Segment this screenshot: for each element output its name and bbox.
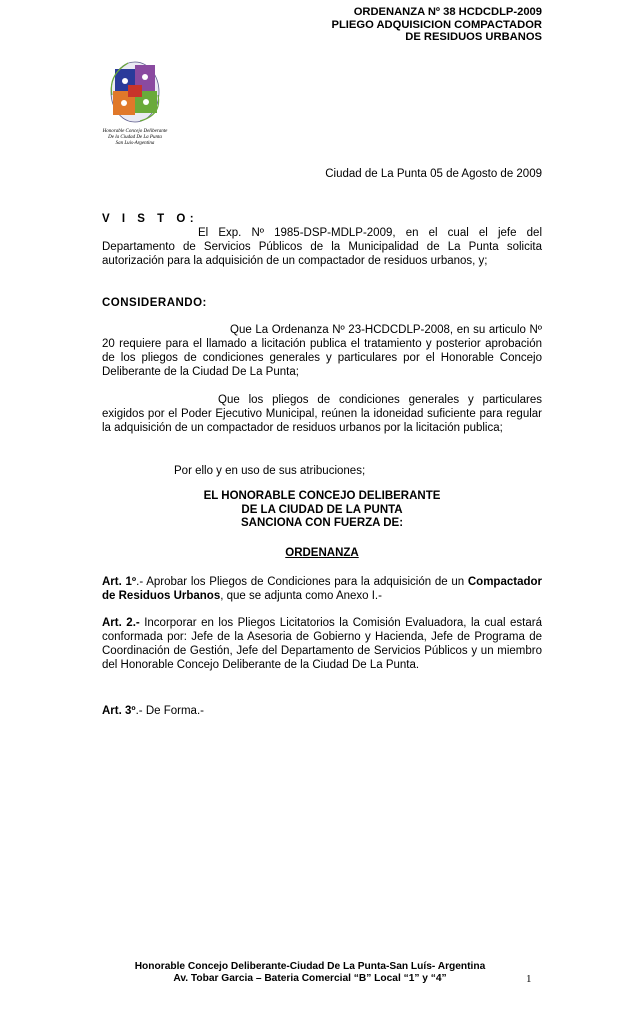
sanciona-block	[102, 490, 542, 531]
considerando-paragraph-1: Que La Ordenanza Nº 23-HCDCDLP-2008, en su articulo Nº 20 requiere para el llamado a licitación publica el tratamiento y posterior aprobación de los pliegos de condiciones generales y particulares por el Honorable Concejo Deliberante de la Ciudad De La Punta;	[102, 324, 542, 378]
document-footer	[60, 961, 560, 985]
footer-line-2: Av. Tobar Garcia – Bateria Comercial “B” Local “1” y “4”	[173, 973, 447, 984]
sanciona-line-1: EL HONORABLE CONCEJO DELIBERANTE	[203, 490, 441, 502]
document-header	[332, 6, 543, 44]
visto-section	[102, 212, 542, 268]
article-1-text-b: , que se adjunta como Anexo I.-	[220, 590, 382, 602]
considerando-section	[102, 296, 542, 310]
article-3-text: .- De Forma.-	[135, 705, 204, 717]
considerando-paragraph-3: Por ello y en uso de sus atribuciones;	[174, 465, 366, 477]
footer-line-1: Honorable Concejo Deliberante-Ciudad De La Punta-San Luís- Argentina	[134, 961, 486, 972]
ordenanza-title: ORDENANZA	[285, 547, 359, 559]
logo-caption-line-2: De la Ciudad De La Punta	[108, 135, 162, 141]
considerando-paragraph-2: Que los pliegos de condiciones generales y particulares exigidos por el Poder Ejecutivo Municipal, reúnen la idoneidad suficiente para regular la adquisición de un compactador de residuos urbanos por la licitación publica;	[102, 394, 542, 434]
logo-caption-line-3: San Luis-Argentina	[115, 141, 155, 147]
article-2-label: Art. 2.-	[102, 617, 140, 629]
sanciona-line-2: DE LA CIUDAD DE LA PUNTA	[241, 503, 403, 516]
visto-text: El Exp. Nº 1985-DSP-MDLP-2009, en el cual el jefe del Departamento de Servicios Públicos de la Municipalidad de La Punta solicita autorización para la adquisición de un compactador de residuos urbanos, y;	[102, 227, 542, 267]
council-logo	[100, 55, 170, 148]
article-2	[102, 616, 542, 672]
article-1-label: Art. 1º	[102, 576, 137, 588]
header-line-1: ORDENANZA Nº 38 HCDCDLP-2009	[353, 6, 542, 18]
visto-heading: V I S T O:	[102, 213, 199, 225]
logo-caption-line-1: Honorable Concejo Deliberante	[102, 129, 168, 134]
document-date: Ciudad de La Punta 05 de Agosto de 2009	[325, 168, 542, 180]
header-line-2: PLIEGO ADQUISICION COMPACTADOR	[331, 18, 542, 31]
page-number: 1	[526, 973, 532, 985]
header-line-3: DE RESIDUOS URBANOS	[405, 31, 542, 43]
article-3	[102, 704, 542, 718]
article-1-bold-text: Compactador de Residuos Urbanos	[102, 576, 542, 602]
considerando-heading: CONSIDERANDO:	[102, 297, 207, 309]
article-2-text: Incorporar en los Pliegos Licitatorios la Comisión Evaluadora, la cual estará conformada por: Jefe de la Asesoria de Gobierno y Hacienda, Jefe de Programa de Coordinación de Gestión, Jefe del Departamento de Servicios Públicos y un miembro del Honorable Concejo Deliberante de la Ciudad De La Punta.	[102, 617, 542, 671]
council-emblem-icon	[100, 55, 170, 127]
article-3-label: Art. 3º	[102, 705, 136, 717]
logo-caption	[100, 129, 170, 148]
article-1-text-a: .- Aprobar los Pliegos de Condiciones para la adquisición de un	[136, 576, 468, 588]
article-1	[102, 575, 542, 603]
sanciona-line-3: SANCIONA CON FUERZA DE:	[240, 517, 404, 529]
